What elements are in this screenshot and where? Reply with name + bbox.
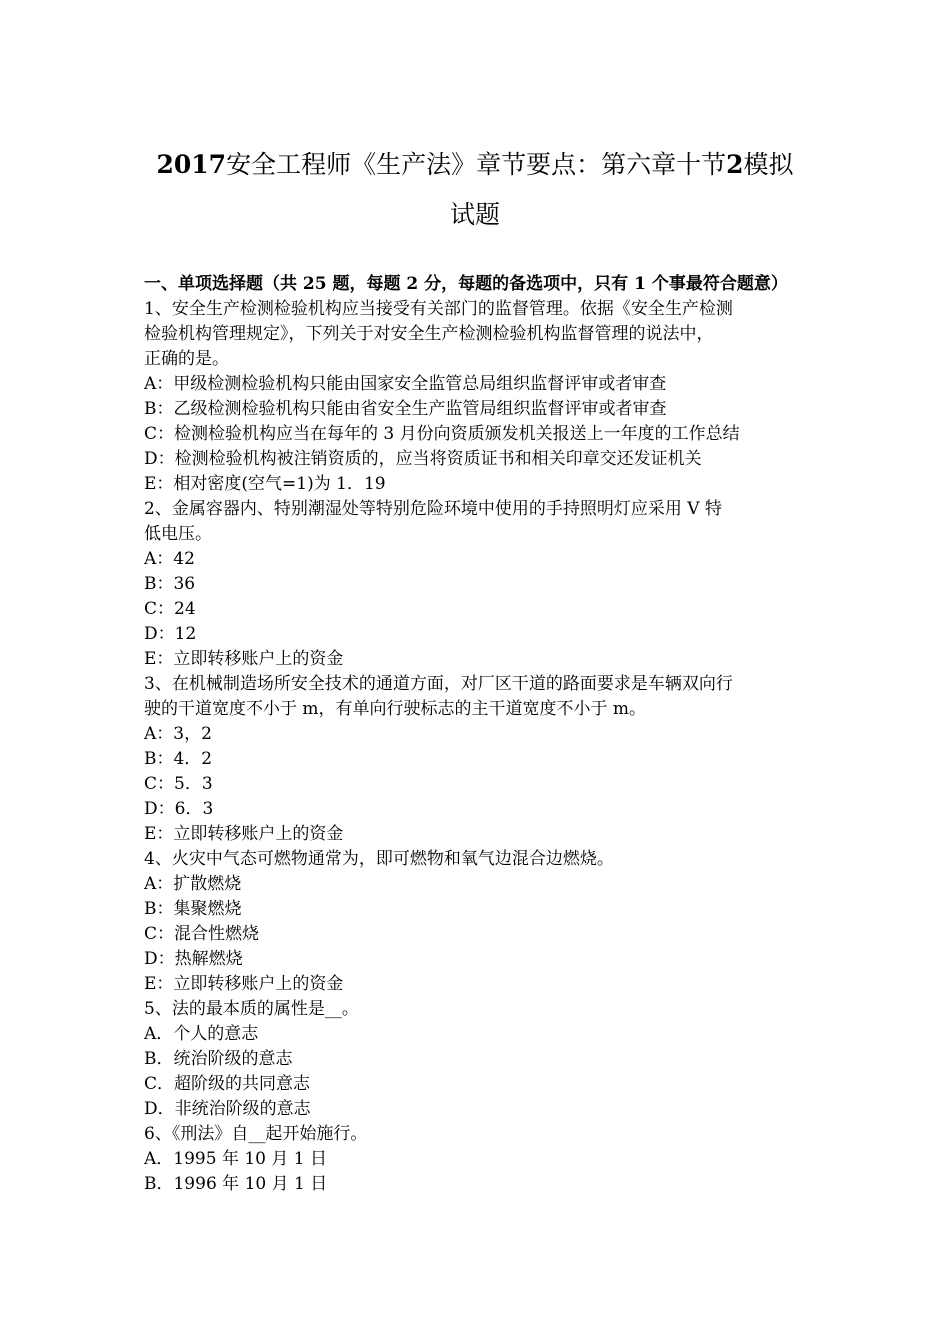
option-b: B．统治阶级的意志 [144,1049,293,1069]
document-body [144,272,812,1197]
option-c: C：检测检验机构应当在每年的 3 月份向资质颁发机关报送上一年度的工作总结 [144,424,740,444]
option-c: C：24 [144,599,196,619]
question-3 [144,672,812,847]
option-a: A：甲级检测检验机构只能由国家安全监管总局组织监督评审或者审查 [144,374,667,394]
option-d: D：12 [144,624,197,644]
question-2 [144,497,812,672]
question-stem: 6、《刑法》自__起开始施行。 [144,1124,368,1144]
title-text: 安全工程师《生产法》章节要点：第六章十节 [226,150,727,179]
title-line-2: 试题 [449,200,500,229]
option-d: D：6．3 [144,799,214,819]
option-d: D．非统治阶级的意志 [144,1099,311,1119]
question-stem: 3、在机械制造场所安全技术的通道方面，对厂区干道的路面要求是车辆双向行 [144,674,733,694]
question-stem: 4、火灾中气态可燃物通常为，即可燃物和氧气边混合边燃烧。 [144,849,614,869]
question-stem: 5、法的最本质的属性是__。 [144,999,359,1019]
title-text-end: 模拟 [743,150,794,179]
option-a: A．个人的意志 [144,1024,259,1044]
option-e: E：相对密度(空气=1)为 1．19 [144,474,386,494]
option-b: B：36 [144,574,196,594]
document-title [144,140,806,240]
option-e: E：立即转移账户上的资金 [144,824,344,844]
section-header: 一、单项选择题（共 25 题，每题 2 分，每题的备选项中，只有 1 个事最符合题意） [144,274,788,294]
title-line-1 [144,140,806,190]
question-1 [144,297,812,497]
question-stem: 驶的干道宽度不小于 m，有单向行驶标志的主干道宽度不小于 m。 [144,699,647,719]
option-d: D：热解燃烧 [144,949,243,969]
option-b: B．1996 年 10 月 1 日 [144,1174,328,1194]
option-d: D：检测检验机构被注销资质的，应当将资质证书和相关印章交还发证机关 [144,449,702,469]
option-b: B：4．2 [144,749,213,769]
question-5 [144,997,812,1122]
question-stem: 低电压。 [144,524,212,544]
option-a: A：3，2 [144,724,212,744]
question-4 [144,847,812,997]
option-a: A：扩散燃烧 [144,874,242,894]
option-e: E：立即转移账户上的资金 [144,649,344,669]
option-a: A．1995 年 10 月 1 日 [144,1149,328,1169]
option-b: B：集聚燃烧 [144,899,242,919]
question-stem: 正确的是。 [144,349,229,369]
option-c: C．超阶级的共同意志 [144,1074,311,1094]
option-c: C：混合性燃烧 [144,924,260,944]
option-a: A：42 [144,549,195,569]
option-e: E：立即转移账户上的资金 [144,974,344,994]
question-6 [144,1122,812,1197]
question-stem: 检验机构管理规定》，下列关于对安全生产检测检验机构监督管理的说法中， [144,324,714,344]
question-stem: 2、金属容器内、特别潮湿处等特别危险环境中使用的手持照明灯应采用 V 特 [144,499,722,519]
option-c: C：5．3 [144,774,213,794]
question-stem: 1、安全生产检测检验机构应当接受有关部门的监督管理。依据《安全生产检测 [144,299,733,319]
title-number: 2 [726,150,744,179]
option-b: B：乙级检测检验机构只能由省安全生产监管局组织监督评审或者审查 [144,399,667,419]
title-year: 2017 [156,150,227,179]
